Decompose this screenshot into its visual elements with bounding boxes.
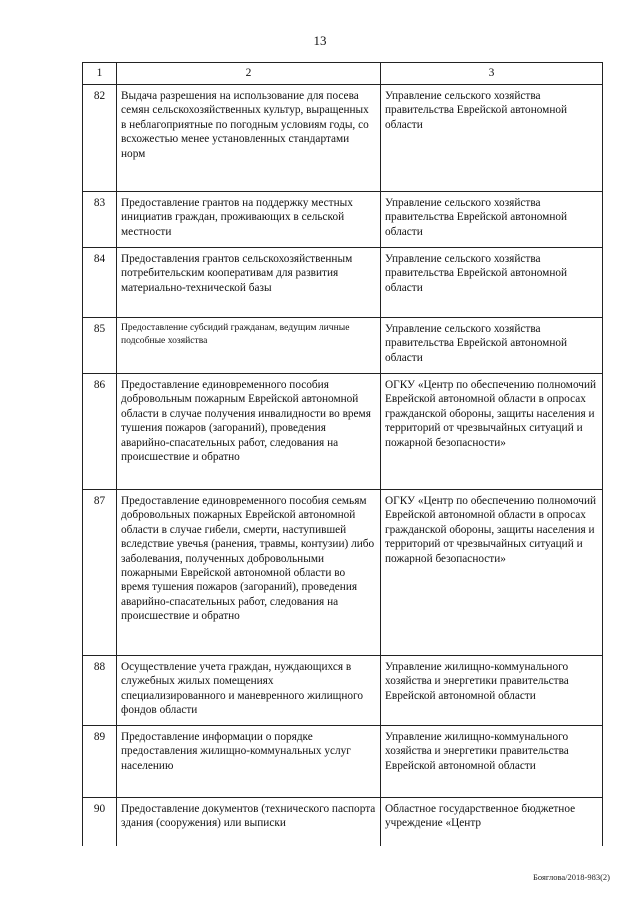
responsible-organization: ОГКУ «Центр по обеспечению полномочий Еврейской автономной области в опросах гражданской обороны, защиты населения и территорий от чрезвычайных ситуаций и пожарной безопасности» (381, 490, 603, 656)
table-row (83, 192, 603, 248)
service-name: Предоставление информации о порядке предоставления жилищно-коммунальных услуг населению (117, 726, 381, 798)
table-row (83, 248, 603, 318)
row-number: 84 (83, 248, 117, 318)
table-row (83, 318, 603, 374)
row-number: 90 (83, 798, 117, 846)
row-number: 83 (83, 192, 117, 248)
row-number: 85 (83, 318, 117, 374)
row-number: 88 (83, 656, 117, 726)
service-name: Предоставление единовременного пособия добровольным пожарным Еврейской автономной области в случае получения инвалидности во время тушения пожаров (загораний), проведения аварийно-спасательных работ, следования на происшествие и обратно (117, 374, 381, 490)
responsible-organization: Управление сельского хозяйства правительства Еврейской автономной области (381, 248, 603, 318)
service-name: Предоставление документов (технического паспорта здания (сооружения) или выписки (117, 798, 381, 846)
table-row (83, 85, 603, 192)
service-name: Предоставление субсидий гражданам, ведущим личные подсобные хозяйства (117, 318, 381, 374)
responsible-organization: Областное государственное бюджетное учреждение «Центр (381, 798, 603, 846)
responsible-organization: Управление сельского хозяйства правительства Еврейской автономной области (381, 192, 603, 248)
column-header-number: 1 (83, 63, 117, 85)
service-name: Предоставления грантов сельскохозяйственным потребительским кооперативам для развития материально-технической базы (117, 248, 381, 318)
services-table (82, 62, 603, 846)
responsible-organization: ОГКУ «Центр по обеспечению полномочий Еврейской автономной области в опросах гражданской обороны, защиты населения и территорий от чрезвычайных ситуаций и пожарной безопасности» (381, 374, 603, 490)
row-number: 87 (83, 490, 117, 656)
row-number: 82 (83, 85, 117, 192)
service-name: Осуществление учета граждан, нуждающихся в служебных жилых помещениях специализированного и маневренного жилищного фондов области (117, 656, 381, 726)
responsible-organization: Управление жилищно-коммунального хозяйства и энергетики правительства Еврейской автономной области (381, 656, 603, 726)
table-row (83, 726, 603, 798)
row-number: 86 (83, 374, 117, 490)
service-name: Выдача разрешения на использование для посева семян сельскохозяйственных культур, выращенных в неблагоприятные по погодным условиям годы, со всхожестью менее установленных стандартами норм (117, 85, 381, 192)
responsible-organization: Управление сельского хозяйства правительства Еврейской автономной области (381, 318, 603, 374)
table-row (83, 656, 603, 726)
table-row (83, 490, 603, 656)
table-row (83, 374, 603, 490)
table-row (83, 798, 603, 846)
service-name: Предоставление грантов на поддержку местных инициатив граждан, проживающих в сельской местности (117, 192, 381, 248)
responsible-organization: Управление сельского хозяйства правительства Еврейской автономной области (381, 85, 603, 192)
column-header-organization: 3 (381, 63, 603, 85)
column-header-service: 2 (117, 63, 381, 85)
row-number: 89 (83, 726, 117, 798)
service-name: Предоставление единовременного пособия семьям добровольных пожарных Еврейской автономной области в случае гибели, смерти, наступившей вследствие увечья (ранения, травмы, контузии) либо заболевания, полученных добровольными пожарными Еврейской автономной области во время тушения пожаров (загораний), проведения аварийно-спасательных работ, следования на происшествие и обратно (117, 490, 381, 656)
document-footer-code: Бояглова/2018-983(2) (533, 872, 610, 882)
table-header-row (83, 63, 603, 85)
page-number: 13 (313, 33, 327, 48)
responsible-organization: Управление жилищно-коммунального хозяйства и энергетики правительства Еврейской автономной области (381, 726, 603, 798)
